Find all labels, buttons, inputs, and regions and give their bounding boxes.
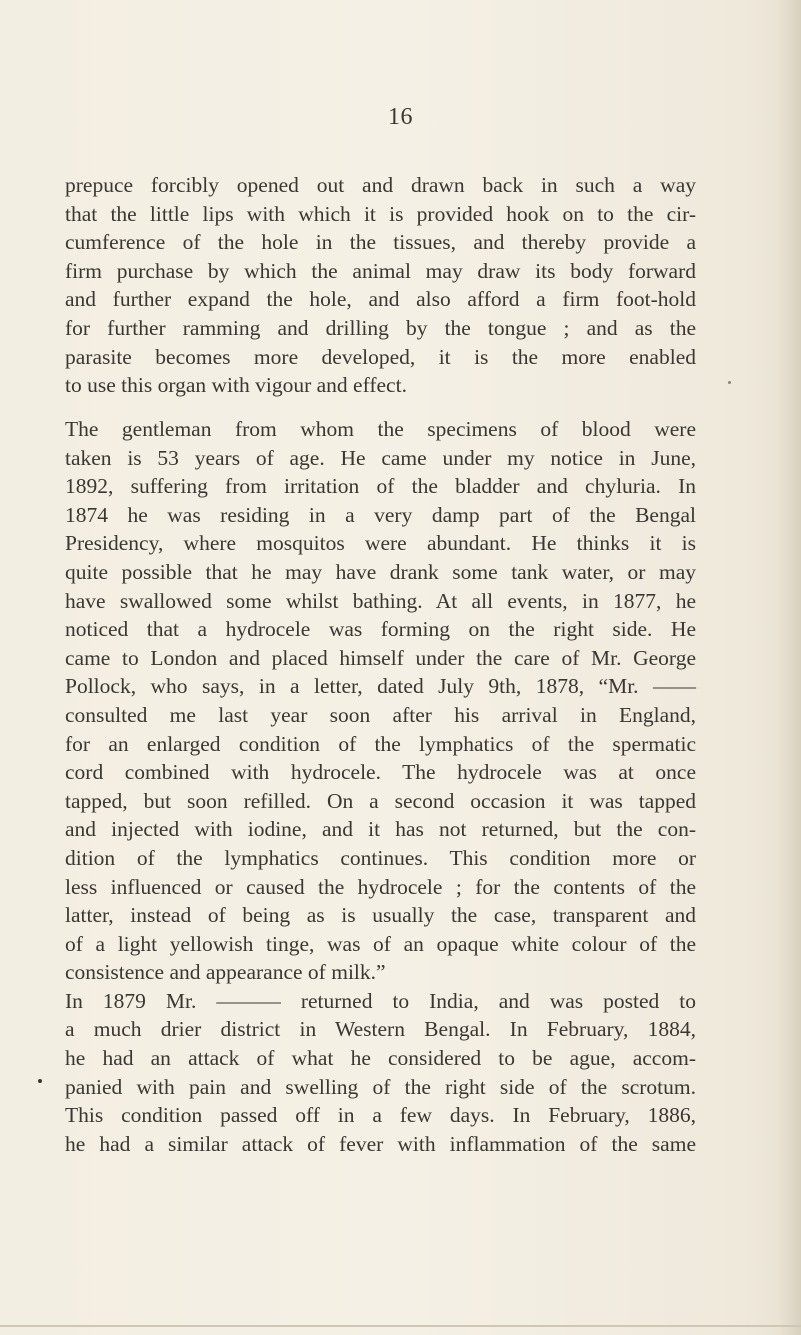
page-bottom-edge xyxy=(0,1325,801,1327)
page-number: 16 xyxy=(388,104,413,130)
text-line: have swallowed some whilst bathing. At all events, in 1877, he xyxy=(65,588,696,613)
paragraph-parasite-description xyxy=(65,171,696,400)
text-line: noticed that a hydrocele was forming on the right side. He xyxy=(65,617,696,642)
page-edge-shadow xyxy=(779,0,801,1335)
text-line: cord combined with hydrocele. The hydrocele was at once xyxy=(65,760,696,785)
text-line: Presidency, where mosquitos were abundant. He thinks it is xyxy=(65,531,696,556)
text-line: for an enlarged condition of the lymphatics of the spermatic xyxy=(65,731,696,756)
text-line: parasite becomes more developed, it is the more enabled xyxy=(65,344,696,369)
text-line: and injected with iodine, and it has not returned, but the con- xyxy=(65,817,696,842)
text-line: consulted me last year soon after his arrival in England, xyxy=(65,702,696,727)
text-line: dition of the lymphatics continues. This condition more or xyxy=(65,845,696,870)
text-line: less influenced or caused the hydrocele ; for the contents of the xyxy=(65,874,696,899)
text-line: consistence and appearance of milk.” xyxy=(65,960,386,985)
text-line: In 1879 Mr. ——— returned to India, and was posted to xyxy=(65,988,696,1013)
text-line: quite possible that he may have drank some tank water, or may xyxy=(65,559,696,584)
text-line: cumference of the hole in the tissues, and thereby provide a xyxy=(65,230,696,255)
text-line: tapped, but soon refilled. On a second occasion it was tapped xyxy=(65,788,696,813)
text-line: The gentleman from whom the specimens of blood were xyxy=(65,417,696,441)
text-line: of a light yellowish tinge, was of an opaque white colour of the xyxy=(65,931,696,956)
paper-speck xyxy=(728,381,731,384)
text-line: Pollock, who says, in a letter, dated July 9th, 1878, “Mr. —— xyxy=(65,674,696,699)
text-line: he had a similar attack of fever with inflammation of the same xyxy=(65,1131,696,1156)
text-line: firm purchase by which the animal may draw its body forward xyxy=(65,258,696,283)
text-line: he had an attack of what he considered to be ague, accom- xyxy=(65,1046,696,1071)
text-line: came to London and placed himself under the care of Mr. George xyxy=(65,645,696,670)
text-line: and further expand the hole, and also afford a firm foot-hold xyxy=(65,287,696,312)
text-line: taken is 53 years of age. He came under my notice in June, xyxy=(65,445,696,470)
text-line: prepuce forcibly opened out and drawn back in such a way xyxy=(65,173,696,197)
text-line: to use this organ with vigour and effect. xyxy=(65,373,407,398)
text-line: 1892, suffering from irritation of the bladder and chyluria. In xyxy=(65,474,696,499)
text-line: 1874 he was residing in a very damp part of the Bengal xyxy=(65,502,696,527)
text-line: a much drier district in Western Bengal. In February, 1884, xyxy=(65,1017,696,1042)
text-line: panied with pain and swelling of the right side of the scrotum. xyxy=(65,1074,696,1099)
text-line: latter, instead of being as is usually the case, transparent and xyxy=(65,903,696,928)
text-line: This condition passed off in a few days. In February, 1886, xyxy=(65,1103,696,1128)
text-line: for further ramming and drilling by the tongue ; and as the xyxy=(65,315,696,340)
margin-dot xyxy=(38,1079,42,1083)
text-line: that the little lips with which it is provided hook on to the cir- xyxy=(65,201,696,226)
paragraph-case-history xyxy=(65,415,696,1158)
